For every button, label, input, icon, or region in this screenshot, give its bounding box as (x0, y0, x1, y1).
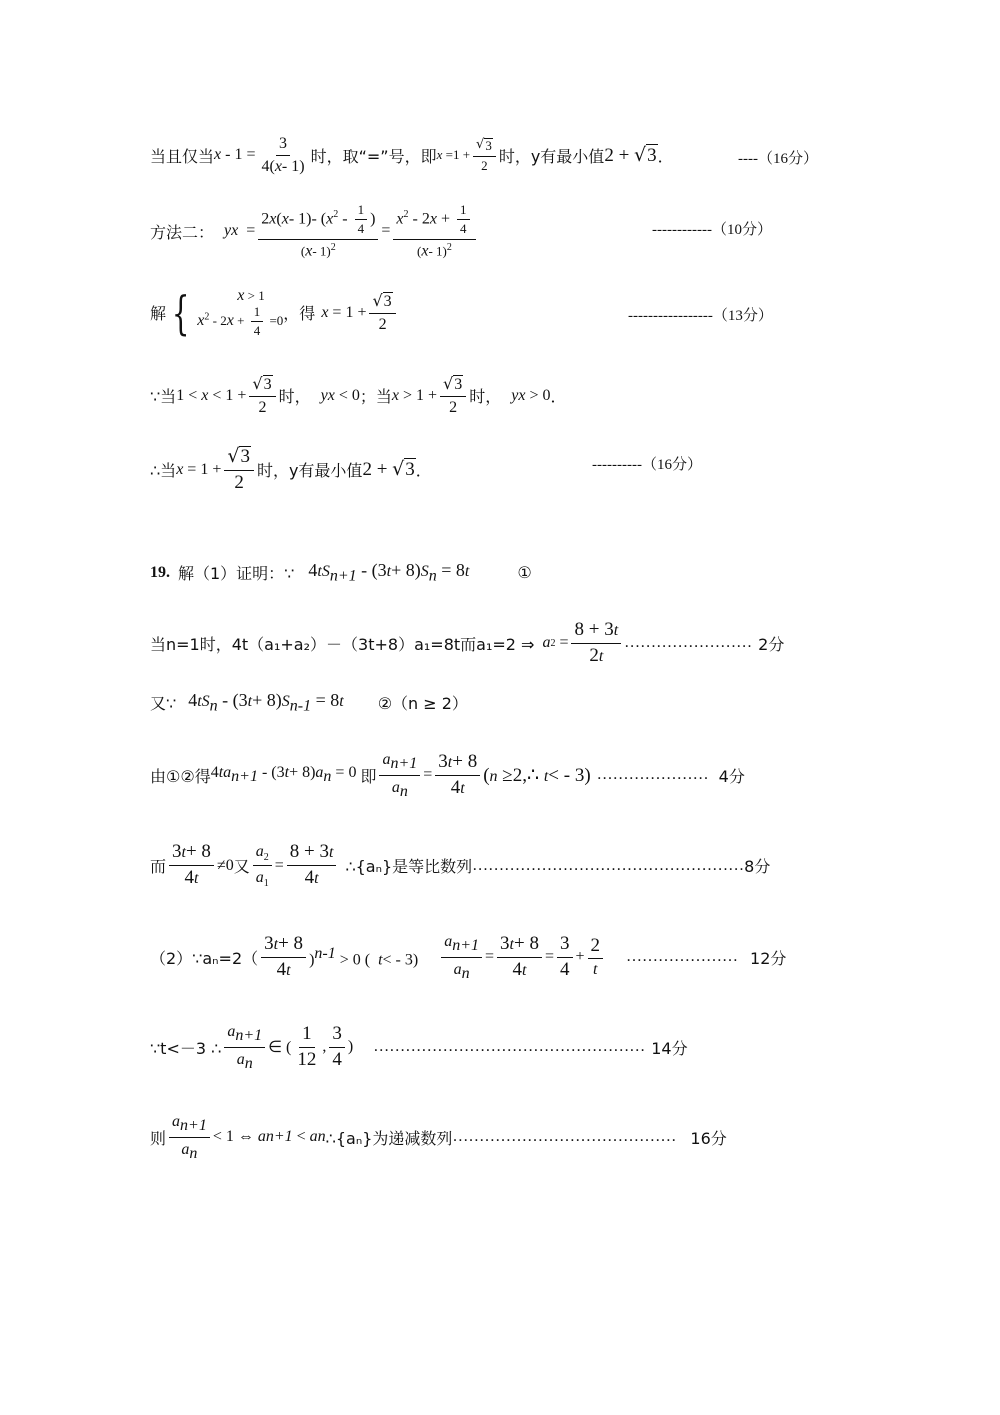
text: 解（1）证明：∵ (178, 564, 295, 584)
fraction: $\frac{3t+ 8}{4t}$ (435, 752, 480, 799)
fraction: $\frac{a_{n+1}}{a_n}$ (379, 750, 420, 801)
text: 时， (469, 387, 502, 407)
line-13: 则 $\frac{a_{n+1}}{a_n}$ < 1 ⇔ a n+1 < a n ∴{aₙ}为递减数列 …………………………………… 16分 (150, 1113, 727, 1162)
fraction: $\frac{2}{t}$ (588, 936, 604, 979)
fraction: $\frac{3}{4}$ (557, 934, 573, 981)
line-4: ∵当 1 < x < 1 + √ 3 2 时， y x < 0 ；当 x > 1 + √ 3 2 时， y x > 0 ． (150, 374, 567, 416)
score: 8分 (744, 857, 771, 877)
text: 又 (233, 857, 250, 877)
text: 即 (360, 766, 377, 786)
text: ∴{aₙ}为递减数列 (325, 1128, 453, 1148)
text: ②（n ≥ 2） (377, 694, 468, 714)
score: ----------（16分） (592, 457, 702, 473)
line-5: ∴当 x = 1 + √ 3 2 时，y有最小值 2 + √ 3 ． (150, 445, 432, 493)
score: -----------------（13分） (628, 308, 773, 324)
line-3: 解 { x > 1 $x^2 - 2x$ + $\frac{1}{4}$ =0 ，得 x = 1 + √ 3 2 (150, 287, 399, 339)
text: ∴{aₙ}是等比数列 (345, 857, 473, 877)
text: ∵当 (150, 387, 177, 407)
text: ． (415, 461, 432, 481)
score: ----（16分） (738, 151, 818, 167)
text: 方法二： (150, 222, 215, 242)
score: 4分 (718, 766, 745, 786)
dots: ………………… (626, 948, 739, 966)
score: 12分 (750, 948, 787, 968)
line-9: 由①②得 $4ta_{n+1} - (3t+ 8)a_n = 0$ 即 $\frac{a_{n+1}}{a_n}$ = $\frac{3t+ 8}{4t}$ (n ≥2,∴ t< - 3) ………………… 4分 (150, 750, 745, 800)
score: ------------（10分） (652, 222, 772, 238)
fraction: $\frac{3t+ 8}{4t}$ (497, 934, 542, 981)
text: 时，y有最小值 (498, 146, 605, 166)
text: 时， (278, 387, 311, 407)
text: ． (657, 146, 674, 166)
fraction: $\frac{a_2}{a_1}$ (253, 842, 272, 889)
line-2: 方法二： y x = 2x(x- 1)- ($x^2$ - $\frac{1}{4}$ ) (x- 1)$^2$ = $x^2 - 2x$ + $\frac{1}{4}$ (x- 1)$^2$ (150, 203, 479, 260)
fraction: $\frac{3}{4(x- 1)}$ (261, 135, 305, 175)
text: ∴当 (150, 461, 177, 481)
fraction: $\frac{a_{n+1}}{a_n}$ (169, 1112, 210, 1163)
fraction: √ 3 2 (440, 375, 466, 416)
line-10: 而 $\frac{3t+ 8}{4t}$ ≠0 又 $\frac{a_2}{a_1}$ = $\frac{8 + 3t}{4t}$ ∴{aₙ}是等比数列 …………………………………………… 8分 (150, 841, 771, 890)
line-8: 又∵ $4tS_n - (3t+ 8)S_{n-1} = 8t$ ②（n ≥ 2） (150, 690, 468, 715)
text: 当且仅当 (150, 146, 215, 166)
line-1: 当且仅当 x - 1 = $\frac{3}{4(x- 1)}$ 时，取“=”号，即 x =1 + √ 3 2 时，y有最小值 2 + √ 3 ． (150, 135, 674, 175)
fraction: $\frac{a_{n+1}}{a_n}$ (224, 1022, 265, 1073)
line-11: （2）∵aₙ=2（ $\frac{3t+ 8}{4t}$ )$^{n-1}$ > 0 ( t< - 3) $\frac{a_{n+1}}{a_n}$ = $\frac{3t+ 8}{4t}$ = $\frac{3}{4}$ + $\frac{2}{t}$ ………………… 12分 (150, 932, 787, 982)
fraction: $\frac{a_{n+1}}{a_n}$ (441, 932, 482, 983)
text: （2）∵aₙ=2（ (150, 948, 259, 968)
problem-number: 19. (150, 563, 170, 581)
fraction: $\frac{3t+ 8}{4t}$ (261, 934, 306, 981)
line-12: ∵t<－3 ∴ $\frac{a_{n+1}}{a_n}$ ∈ ( $\frac{1}{12}$ , $\frac{3}{4}$ ) …………………………………………… 14分 (150, 1022, 688, 1072)
text: ． (550, 387, 567, 407)
fraction: $\frac{1}{12}$ (297, 1022, 317, 1070)
text: 由①②得 (150, 766, 211, 786)
dots: …………………………………………… (472, 856, 745, 874)
line-6: 19. 解（1）证明：∵ $4tS_{n+1} - (3t+ 8)S_n = 8t$ ① (150, 560, 532, 585)
dots: …………………… (624, 634, 753, 652)
fraction: $\frac{8 + 3t}{2t}$ (571, 620, 621, 667)
text: 当n=1时，4t（a₁+a₂）－（3t+8）a₁=8t而a₁=2 ⇒ (150, 634, 535, 654)
fraction: √ 3 2 (249, 375, 275, 416)
text: 则 (150, 1128, 167, 1148)
fraction: 2x(x- 1)- ($x^2$ - $\frac{1}{4}$ ) (x- 1)$^2$ (258, 203, 378, 260)
text: ；当 (359, 387, 392, 407)
score: 14分 (651, 1038, 688, 1058)
text: 解 (150, 304, 167, 324)
text: 时，y有最小值 (256, 461, 363, 481)
fraction: √ 3 2 (473, 137, 496, 173)
text: ，得 (283, 304, 316, 324)
line-7: 当n=1时，4t（a₁+a₂）－（3t+8）a₁=8t而a₁=2 ⇒ a 2 = $\frac{8 + 3t}{2t}$ …………………… 2分 (150, 619, 785, 666)
fraction: √ 3 2 (369, 292, 395, 333)
score: 2分 (758, 634, 785, 654)
score: 16分 (690, 1128, 727, 1148)
fraction: $x^2 - 2x$ + $\frac{1}{4}$ (x- 1)$^2$ (393, 203, 475, 260)
dots: ………………… (596, 766, 709, 784)
fraction: $\frac{8 + 3t}{4t}$ (287, 842, 337, 889)
text: ① (517, 563, 532, 583)
fraction: $\frac{3}{4}$ (329, 1024, 345, 1071)
dots: …………………………………………… (373, 1038, 646, 1056)
dots: …………………………………… (452, 1128, 677, 1146)
fraction: $\frac{3t+ 8}{4t}$ (169, 842, 214, 889)
fraction: √ 3 2 (224, 446, 254, 494)
text: 而 (150, 857, 167, 877)
text: ∵t<－3 ∴ (150, 1038, 222, 1058)
text: 时，取“=”号，即 (310, 146, 437, 166)
text: 又∵ (150, 694, 177, 714)
